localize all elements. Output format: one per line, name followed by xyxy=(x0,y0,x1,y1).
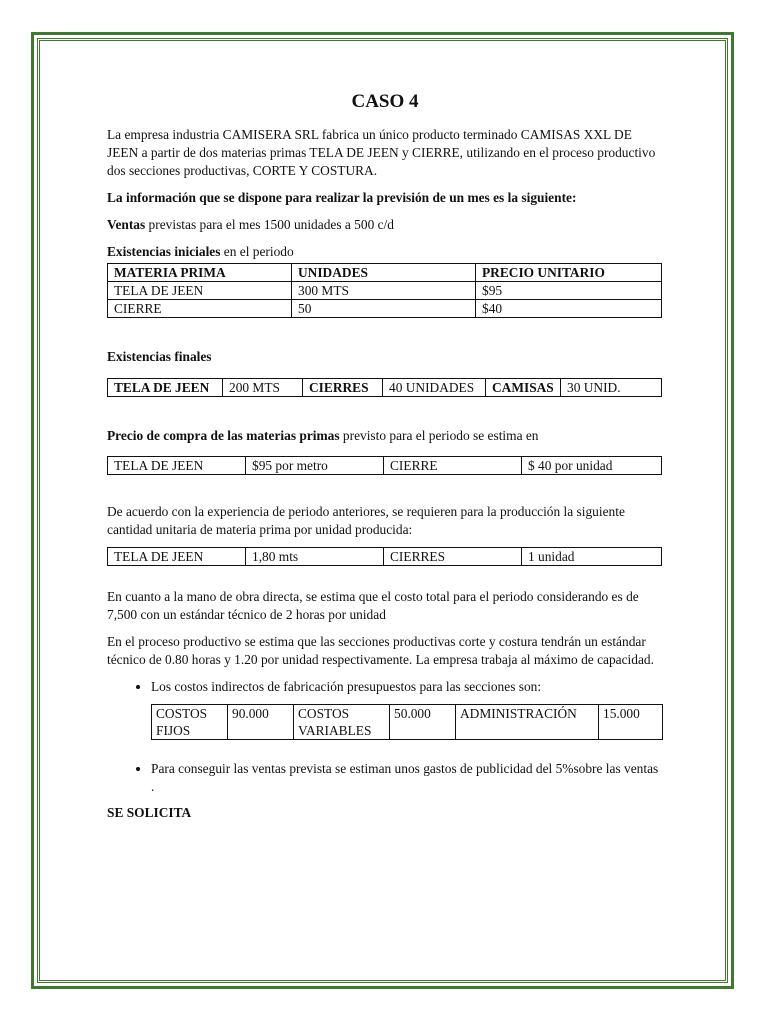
info-heading: La información que se dispone para realizar la previsión de un mes es la siguiente: xyxy=(107,190,577,205)
table-cell: CIERRE xyxy=(108,300,292,318)
table-row xyxy=(108,457,662,475)
table-row xyxy=(152,705,663,740)
list-item: • Para conseguir las ventas prevista se estiman unos gastos de publicidad del 5%sobre las ventas . xyxy=(151,760,663,796)
table-cell: $95 por metro xyxy=(246,457,384,475)
table-cell: COSTOS VARIABLES xyxy=(294,705,390,740)
existencias-iniciales-label: Existencias iniciales en el periodo xyxy=(107,244,294,259)
table-row xyxy=(108,548,662,566)
table-cell: 30 UNID. xyxy=(561,379,662,397)
se-solicita-heading: SE SOLICITA xyxy=(107,805,192,820)
table-cell: $95 xyxy=(476,282,662,300)
table-cell: TELA DE JEEN xyxy=(108,282,292,300)
table-cell: COSTOS FIJOS xyxy=(152,705,228,740)
proceso-paragraph: En el proceso productivo se estima que las secciones productivas corte y costura tendrán un estándar técnico de 0.80 horas y 1.20 por unidad respectivamente. La empresa trabaja al máximo de capacidad. xyxy=(107,634,654,667)
table-header: UNIDADES xyxy=(292,264,476,282)
table-cell: 50.000 xyxy=(390,705,456,740)
table-cell: 200 MTS xyxy=(223,379,303,397)
table-header-row xyxy=(108,264,662,282)
table-row xyxy=(108,379,662,397)
table-cell: 40 UNIDADES xyxy=(383,379,486,397)
table-cell: 15.000 xyxy=(599,705,663,740)
table-cell: CIERRES xyxy=(303,379,383,397)
bullet-list-2 xyxy=(107,760,663,796)
table-cell: CIERRE xyxy=(384,457,522,475)
table-cell: 50 xyxy=(292,300,476,318)
table-row xyxy=(108,300,662,318)
experiencia-paragraph: De acuerdo con la experiencia de periodo anteriores, se requieren para la producción la siguiente cantidad unitaria de materia prima por unidad producida: xyxy=(107,504,625,537)
table-cell: 300 MTS xyxy=(292,282,476,300)
table-cell: TELA DE JEEN xyxy=(108,379,223,397)
costos-indirectos-table xyxy=(151,704,663,740)
intro-paragraph: La empresa industria CAMISERA SRL fabrica un único producto terminado CAMISAS XXL DE JEEN a partir de dos materias primas TELA DE JEEN y CIERRE, utilizando en el proceso productivo dos secciones productivas, CORTE Y COSTURA. xyxy=(107,127,656,178)
table-row xyxy=(108,282,662,300)
precio-compra-table xyxy=(107,456,662,475)
existencias-finales-label: Existencias finales xyxy=(107,349,212,364)
table-cell: ADMINISTRACIÓN xyxy=(456,705,599,740)
table-cell: $ 40 por unidad xyxy=(522,457,662,475)
document-body xyxy=(107,90,663,831)
mano-obra-paragraph: En cuanto a la mano de obra directa, se estima que el costo total para el periodo considerando es de 7,500 con un estándar técnico de 2 horas por unidad xyxy=(107,589,639,622)
precio-compra-paragraph: Precio de compra de las materias primas previsto para el periodo se estima en xyxy=(107,428,539,443)
ventas-paragraph: Ventas previstas para el mes 1500 unidades a 500 c/d xyxy=(107,217,394,232)
table-header: MATERIA PRIMA xyxy=(108,264,292,282)
table-cell: TELA DE JEEN xyxy=(108,548,246,566)
table-cell: 1 unidad xyxy=(522,548,662,566)
table-header: PRECIO UNITARIO xyxy=(476,264,662,282)
page-title: CASO 4 xyxy=(351,91,419,112)
table-cell: $40 xyxy=(476,300,662,318)
table-cell: 1,80 mts xyxy=(246,548,384,566)
bullet-list-1 xyxy=(107,678,663,696)
table-cell: TELA DE JEEN xyxy=(108,457,246,475)
list-item: • Los costos indirectos de fabricación presupuestos para las secciones son: xyxy=(151,678,663,696)
table-cell: CIERRES xyxy=(384,548,522,566)
requerimientos-table xyxy=(107,547,662,566)
table-cell: 90.000 xyxy=(228,705,294,740)
existencias-finales-table xyxy=(107,378,662,397)
table-cell: CAMISAS xyxy=(486,379,561,397)
existencias-iniciales-table xyxy=(107,263,662,318)
